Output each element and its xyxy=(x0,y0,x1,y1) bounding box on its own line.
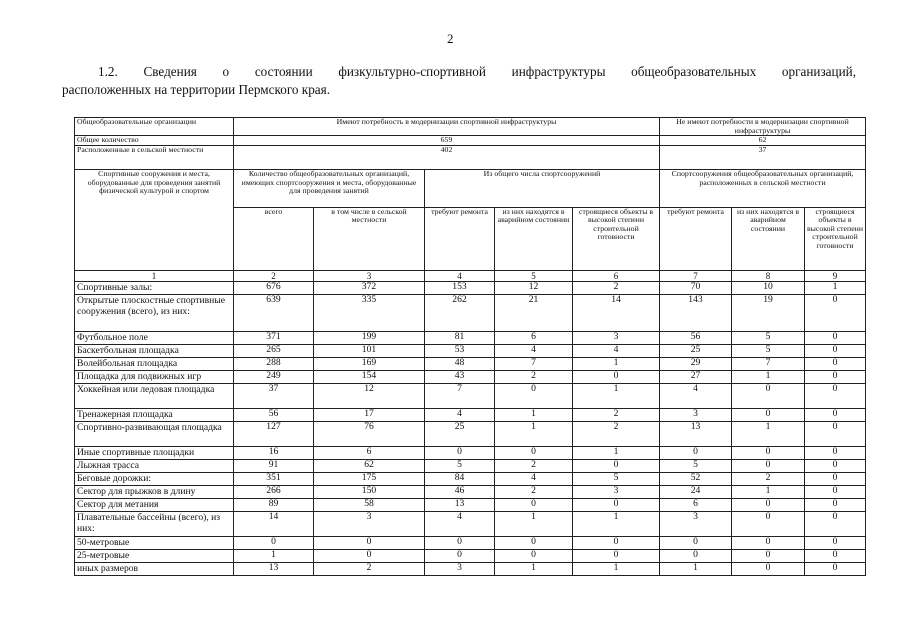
cell-value: 4 xyxy=(495,345,573,358)
cell-value: 0 xyxy=(573,550,660,563)
cell-value: 371 xyxy=(234,332,314,345)
cell-value: 56 xyxy=(660,332,732,345)
cell-value: 0 xyxy=(805,295,866,332)
cell-value: 154 xyxy=(314,371,425,384)
cell-value: 10 xyxy=(732,282,805,295)
table-row xyxy=(75,422,866,447)
cell-value: 0 xyxy=(732,409,805,422)
row-label: Открытые плоскостные спортивные сооружения (всего), из них: xyxy=(75,295,234,332)
table-row xyxy=(75,550,866,563)
cell-value: 76 xyxy=(314,422,425,447)
cell-value: 48 xyxy=(425,358,495,371)
cell-value: 2 xyxy=(495,371,573,384)
table-row xyxy=(75,460,866,473)
table-row xyxy=(75,282,866,295)
cell-value: 0 xyxy=(732,460,805,473)
cell-value: 37 xyxy=(234,384,314,409)
subheader-repair: требуют ремонта xyxy=(425,207,495,271)
cell-value: 7 xyxy=(495,358,573,371)
cell-value: 4 xyxy=(425,512,495,537)
cell-value: 639 xyxy=(234,295,314,332)
cell-value: 0 xyxy=(425,550,495,563)
table-row xyxy=(75,499,866,512)
cell-value: 2 xyxy=(732,473,805,486)
cell-value: 0 xyxy=(314,550,425,563)
cell-value: 0 xyxy=(805,345,866,358)
cell-value: 43 xyxy=(425,371,495,384)
cell-value: 0 xyxy=(573,499,660,512)
row-label: Баскетбольная площадка xyxy=(75,345,234,358)
section-heading xyxy=(62,63,856,99)
cell-value: 24 xyxy=(660,486,732,499)
row-label: 25-метровые xyxy=(75,550,234,563)
heading-line-1: 1.2. Сведения о состоянии физкультурно-спортивной инфраструктуры общеобразовательных организаций, xyxy=(98,64,856,79)
cell-value: 351 xyxy=(234,473,314,486)
cell-value: 4 xyxy=(660,384,732,409)
cell-value: 6 xyxy=(660,499,732,512)
row-label: Хоккейная или ледовая площадка xyxy=(75,384,234,409)
cell-value: 266 xyxy=(234,486,314,499)
cell-value: 25 xyxy=(425,422,495,447)
row-label: иных размеров xyxy=(75,563,234,576)
cell-value: 7 xyxy=(732,358,805,371)
table-row xyxy=(75,486,866,499)
cell-value: 0 xyxy=(805,384,866,409)
cell-value: 2 xyxy=(495,460,573,473)
row-label: Футбольное поле xyxy=(75,332,234,345)
cell-value: 0 xyxy=(732,384,805,409)
cell-value: 0 xyxy=(495,537,573,550)
row-label: Тренажерная площадка xyxy=(75,409,234,422)
cell-value: 0 xyxy=(805,422,866,447)
row-label: Плавательные бассейны (всего), из них: xyxy=(75,512,234,537)
table-row xyxy=(75,295,866,332)
cell-value: 1 xyxy=(573,384,660,409)
cell-value: 4 xyxy=(425,409,495,422)
cell-value: 3 xyxy=(660,512,732,537)
cell-value: 52 xyxy=(660,473,732,486)
table-row xyxy=(75,409,866,422)
table-row xyxy=(75,512,866,537)
header-group-rural: Спортсооружения общеобразовательных организаций, расположенных в сельской местности xyxy=(660,170,866,207)
cell-value: 4 xyxy=(495,473,573,486)
header-row-top xyxy=(75,118,866,136)
cell-value: 1 xyxy=(495,563,573,576)
cell-value: 27 xyxy=(660,371,732,384)
cell-value: 0 xyxy=(805,486,866,499)
cell-value: 0 xyxy=(314,537,425,550)
cell-value: 5 xyxy=(732,345,805,358)
value-total-need: 659 xyxy=(234,136,660,146)
cell-value: 5 xyxy=(732,332,805,345)
cell-value: 0 xyxy=(495,447,573,460)
cell-value: 6 xyxy=(495,332,573,345)
cell-value: 13 xyxy=(660,422,732,447)
cell-value: 3 xyxy=(573,486,660,499)
cell-value: 81 xyxy=(425,332,495,345)
cell-value: 1 xyxy=(573,563,660,576)
cell-value: 58 xyxy=(314,499,425,512)
cell-value: 12 xyxy=(314,384,425,409)
cell-value: 2 xyxy=(573,409,660,422)
column-number: 1 xyxy=(75,271,234,282)
cell-value: 0 xyxy=(732,563,805,576)
cell-value: 288 xyxy=(234,358,314,371)
cell-value: 2 xyxy=(573,422,660,447)
cell-value: 2 xyxy=(314,563,425,576)
cell-value: 0 xyxy=(805,550,866,563)
cell-value: 0 xyxy=(660,447,732,460)
value-rural-noneed: 37 xyxy=(660,146,866,170)
column-number: 4 xyxy=(425,271,495,282)
cell-value: 0 xyxy=(573,537,660,550)
cell-value: 13 xyxy=(234,563,314,576)
cell-value: 1 xyxy=(732,371,805,384)
cell-value: 14 xyxy=(573,295,660,332)
column-number: 5 xyxy=(495,271,573,282)
row-label: Беговые дорожки: xyxy=(75,473,234,486)
cell-value: 150 xyxy=(314,486,425,499)
subheader-rural-repair: требуют ремонта xyxy=(660,207,732,271)
cell-value: 3 xyxy=(425,563,495,576)
cell-value: 0 xyxy=(573,371,660,384)
cell-value: 5 xyxy=(660,460,732,473)
column-number: 6 xyxy=(573,271,660,282)
value-total-noneed: 62 xyxy=(660,136,866,146)
cell-value: 0 xyxy=(234,537,314,550)
cell-value: 0 xyxy=(805,358,866,371)
cell-value: 153 xyxy=(425,282,495,295)
cell-value: 175 xyxy=(314,473,425,486)
row-label: Иные спортивные площадки xyxy=(75,447,234,460)
cell-value: 335 xyxy=(314,295,425,332)
cell-value: 0 xyxy=(805,460,866,473)
table-row xyxy=(75,332,866,345)
subheader-total: всего xyxy=(234,207,314,271)
cell-value: 1 xyxy=(234,550,314,563)
header-sports-facilities: Спортивные сооружения и места, оборудованные для проведения занятий физической культурой и спортом xyxy=(75,170,234,271)
cell-value: 0 xyxy=(425,447,495,460)
cell-value: 127 xyxy=(234,422,314,447)
cell-value: 676 xyxy=(234,282,314,295)
cell-value: 1 xyxy=(732,486,805,499)
page-number: 2 xyxy=(447,31,454,46)
cell-value: 0 xyxy=(805,512,866,537)
cell-value: 62 xyxy=(314,460,425,473)
heading-line-2: расположенных на территории Пермского края. xyxy=(62,82,331,97)
cell-value: 56 xyxy=(234,409,314,422)
cell-value: 0 xyxy=(732,550,805,563)
cell-value: 84 xyxy=(425,473,495,486)
cell-value: 2 xyxy=(495,486,573,499)
column-number: 2 xyxy=(234,271,314,282)
label-rural-count: Расположенные в сельской местности xyxy=(75,146,234,170)
cell-value: 0 xyxy=(805,473,866,486)
cell-value: 17 xyxy=(314,409,425,422)
row-total-count xyxy=(75,136,866,146)
cell-value: 3 xyxy=(660,409,732,422)
cell-value: 1 xyxy=(732,422,805,447)
cell-value: 13 xyxy=(425,499,495,512)
row-rural-count xyxy=(75,146,866,170)
cell-value: 143 xyxy=(660,295,732,332)
subheader-construction: строящиеся объекты в высокой степени строительной готовности xyxy=(573,207,660,271)
row-label: Спортивные залы: xyxy=(75,282,234,295)
row-label: Спортивно-развивающая площадка xyxy=(75,422,234,447)
cell-value: 91 xyxy=(234,460,314,473)
cell-value: 0 xyxy=(732,447,805,460)
cell-value: 89 xyxy=(234,499,314,512)
cell-value: 1 xyxy=(573,358,660,371)
cell-value: 3 xyxy=(573,332,660,345)
header-organizations: Общеобразовательные организации xyxy=(75,118,234,136)
cell-value: 19 xyxy=(732,295,805,332)
cell-value: 0 xyxy=(732,499,805,512)
table-row xyxy=(75,345,866,358)
cell-value: 262 xyxy=(425,295,495,332)
value-rural-need: 402 xyxy=(234,146,660,170)
subheader-rural-construction: строящиеся объекты в высокой степени строительной готовности xyxy=(805,207,866,271)
column-number: 3 xyxy=(314,271,425,282)
cell-value: 6 xyxy=(314,447,425,460)
table-row xyxy=(75,384,866,409)
cell-value: 21 xyxy=(495,295,573,332)
row-label: Волейбольная площадка xyxy=(75,358,234,371)
subheader-emergency: из них находятся в аварийном состоянии xyxy=(495,207,573,271)
cell-value: 16 xyxy=(234,447,314,460)
row-label: Сектор для метания xyxy=(75,499,234,512)
cell-value: 53 xyxy=(425,345,495,358)
row-label: Лыжная трасса xyxy=(75,460,234,473)
cell-value: 265 xyxy=(234,345,314,358)
table-row xyxy=(75,473,866,486)
cell-value: 1 xyxy=(495,409,573,422)
cell-value: 5 xyxy=(573,473,660,486)
table-row xyxy=(75,537,866,550)
cell-value: 0 xyxy=(660,537,732,550)
cell-value: 0 xyxy=(805,332,866,345)
cell-value: 0 xyxy=(805,537,866,550)
label-total-count: Общее количество xyxy=(75,136,234,146)
cell-value: 0 xyxy=(732,537,805,550)
cell-value: 0 xyxy=(805,371,866,384)
table-row xyxy=(75,371,866,384)
header-group-of-total: Из общего числа спортсооружений xyxy=(425,170,660,207)
cell-value: 0 xyxy=(660,550,732,563)
header-no-need-modernization: Не имеют потребности в модернизации спортивной инфраструктуры xyxy=(660,118,866,136)
column-number: 8 xyxy=(732,271,805,282)
header-need-modernization: Имеют потребность в модернизации спортивной инфраструктуры xyxy=(234,118,660,136)
cell-value: 372 xyxy=(314,282,425,295)
cell-value: 1 xyxy=(495,422,573,447)
cell-value: 169 xyxy=(314,358,425,371)
cell-value: 1 xyxy=(805,282,866,295)
cell-value: 25 xyxy=(660,345,732,358)
header-row-groups xyxy=(75,170,866,207)
subheader-rural-emergency: из них находятся в аварийном состоянии xyxy=(732,207,805,271)
cell-value: 1 xyxy=(573,512,660,537)
table-row xyxy=(75,563,866,576)
cell-value: 0 xyxy=(732,512,805,537)
cell-value: 0 xyxy=(805,447,866,460)
header-group-count: Количество общеобразовательных организаций, имеющих спортсооружения и места, оборудованные для проведения занятий xyxy=(234,170,425,207)
cell-value: 7 xyxy=(425,384,495,409)
column-number: 9 xyxy=(805,271,866,282)
cell-value: 70 xyxy=(660,282,732,295)
cell-value: 0 xyxy=(805,563,866,576)
cell-value: 12 xyxy=(495,282,573,295)
cell-value: 199 xyxy=(314,332,425,345)
cell-value: 0 xyxy=(573,460,660,473)
table-row xyxy=(75,447,866,460)
cell-value: 29 xyxy=(660,358,732,371)
cell-value: 0 xyxy=(495,384,573,409)
cell-value: 0 xyxy=(425,537,495,550)
column-numbers-row xyxy=(75,271,866,282)
column-number: 7 xyxy=(660,271,732,282)
cell-value: 101 xyxy=(314,345,425,358)
cell-value: 3 xyxy=(314,512,425,537)
cell-value: 2 xyxy=(573,282,660,295)
row-label: 50-метровые xyxy=(75,537,234,550)
cell-value: 1 xyxy=(660,563,732,576)
cell-value: 249 xyxy=(234,371,314,384)
row-label: Сектор для прыжков в длину xyxy=(75,486,234,499)
cell-value: 4 xyxy=(573,345,660,358)
cell-value: 0 xyxy=(805,409,866,422)
table-row xyxy=(75,358,866,371)
cell-value: 5 xyxy=(425,460,495,473)
subheader-rural: в том числе в сельской местности xyxy=(314,207,425,271)
cell-value: 1 xyxy=(495,512,573,537)
cell-value: 0 xyxy=(495,499,573,512)
cell-value: 0 xyxy=(495,550,573,563)
infrastructure-table xyxy=(74,117,866,576)
cell-value: 0 xyxy=(805,499,866,512)
cell-value: 46 xyxy=(425,486,495,499)
row-label: Площадка для подвижных игр xyxy=(75,371,234,384)
cell-value: 14 xyxy=(234,512,314,537)
cell-value: 1 xyxy=(573,447,660,460)
